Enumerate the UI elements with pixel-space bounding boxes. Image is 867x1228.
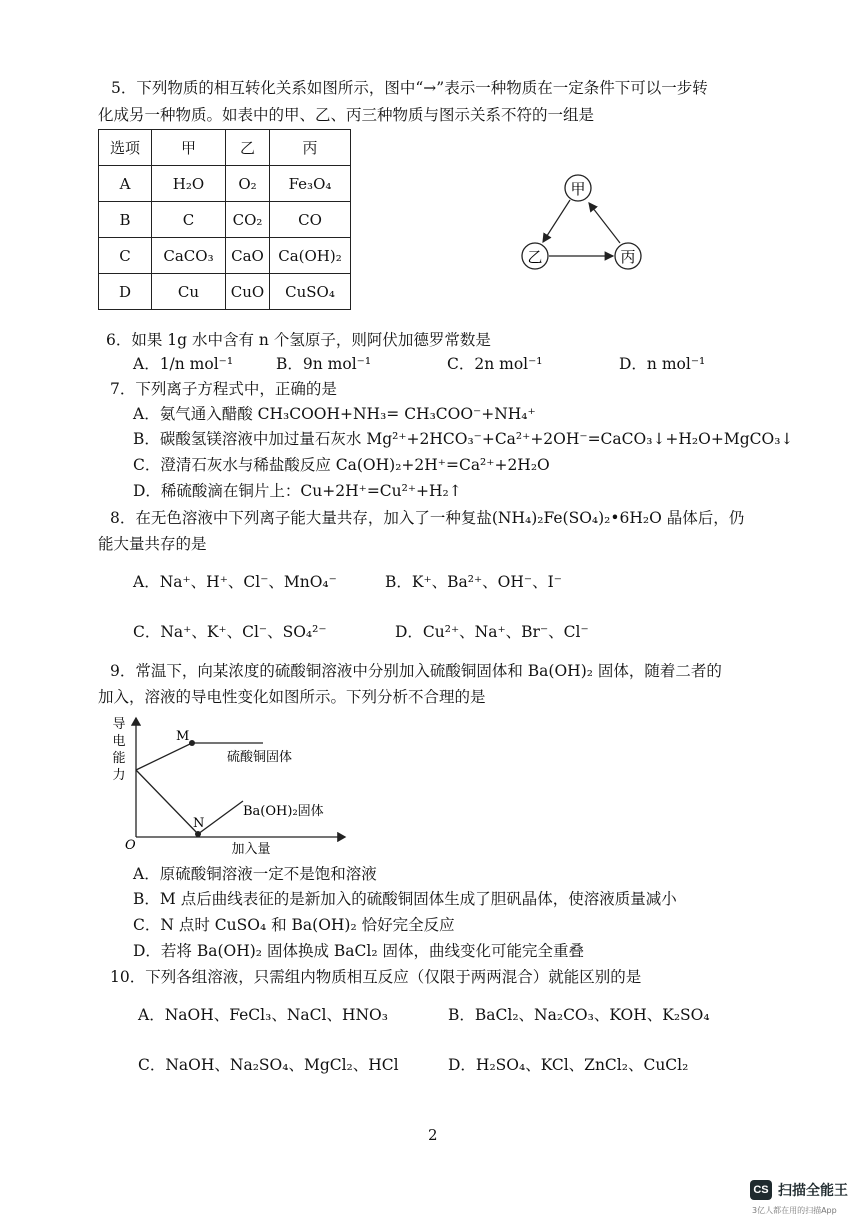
q9-conductivity-graph bbox=[105, 712, 355, 862]
q10-stem: 10．下列各组溶液，只需组内物质相互反应（仅限于两两混合）就能区别的是 bbox=[110, 968, 642, 986]
camscanner-tagline: 3亿人都在用的扫描App bbox=[752, 1206, 837, 1215]
q6-stem: 6．如果 1g 水中含有 n 个氢原子，则阿伏加德罗常数是 bbox=[106, 331, 491, 349]
point-m-label: M bbox=[176, 729, 190, 744]
table-row bbox=[99, 166, 351, 202]
q6-option-d: D．n mol⁻¹ bbox=[619, 355, 706, 373]
curve-barium-hydroxide-label: Ba(OH)₂固体 bbox=[243, 804, 324, 819]
y-axis-label-char: 电 bbox=[112, 734, 126, 749]
table-cell: A bbox=[99, 166, 152, 202]
page-number: 2 bbox=[428, 1126, 438, 1144]
table-cell: O₂ bbox=[226, 166, 270, 202]
table-cell: Fe₃O₄ bbox=[270, 166, 351, 202]
arrow-bing-to-jia bbox=[589, 203, 620, 243]
table-cell: CO₂ bbox=[226, 202, 270, 238]
point-m bbox=[189, 740, 195, 746]
q8-stem-line2: 能大量共存的是 bbox=[98, 535, 207, 553]
table-cell: C bbox=[99, 238, 152, 274]
y-axis-label-char: 导 bbox=[112, 717, 126, 732]
q9-option-a: A．原硫酸铜溶液一定不是饱和溶液 bbox=[133, 865, 377, 883]
q5-transformation-diagram bbox=[500, 170, 660, 280]
table-header-cell: 丙 bbox=[270, 130, 351, 166]
table-header-cell: 乙 bbox=[226, 130, 270, 166]
table-cell: CaCO₃ bbox=[152, 238, 226, 274]
table-row bbox=[99, 202, 351, 238]
y-axis-label-char: 能 bbox=[112, 751, 126, 766]
table-cell: CuO bbox=[226, 274, 270, 310]
q10-option-b: B．BaCl₂、Na₂CO₃、KOH、K₂SO₄ bbox=[448, 1006, 710, 1024]
q9-option-d: D．若将 Ba(OH)₂ 固体换成 BaCl₂ 固体，曲线变化可能完全重叠 bbox=[133, 942, 584, 960]
camscanner-logo-icon: CS bbox=[750, 1180, 772, 1200]
curve-barium-hydroxide bbox=[136, 770, 243, 834]
node-jia-label: 甲 bbox=[570, 180, 586, 198]
curve-copper-sulfate-label: 硫酸铜固体 bbox=[227, 750, 293, 765]
q10-option-a: A．NaOH、FeCl₃、NaCl、HNO₃ bbox=[138, 1006, 388, 1024]
table-row bbox=[99, 274, 351, 310]
table-cell: CuSO₄ bbox=[270, 274, 351, 310]
point-n bbox=[195, 831, 201, 837]
q6-option-a: A．1/n mol⁻¹ bbox=[133, 355, 234, 373]
table-cell: CaO bbox=[226, 238, 270, 274]
q8-option-c: C．Na⁺、K⁺、Cl⁻、SO₄²⁻ bbox=[133, 623, 327, 641]
q9-stem-line2: 加入，溶液的导电性变化如图所示。下列分析不合理的是 bbox=[98, 688, 486, 706]
q8-option-d: D．Cu²⁺、Na⁺、Br⁻、Cl⁻ bbox=[395, 623, 589, 641]
q5-stem-line1: 5．下列物质的相互转化关系如图所示，图中“→”表示一种物质在一定条件下可以一步转 bbox=[111, 79, 708, 97]
arrow-jia-to-yi bbox=[543, 200, 570, 242]
q7-option-a: A．氨气通入醋酸 CH₃COOH+NH₃= CH₃COO⁻+NH₄⁺ bbox=[133, 405, 536, 423]
table-header-cell: 选项 bbox=[99, 130, 152, 166]
table-header-cell: 甲 bbox=[152, 130, 226, 166]
q8-option-b: B．K⁺、Ba²⁺、OH⁻、I⁻ bbox=[385, 573, 562, 591]
q5-table bbox=[98, 129, 351, 310]
q7-option-b: B．碳酸氢镁溶液中加过量石灰水 Mg²⁺+2HCO₃⁻+Ca²⁺+2OH⁻=CaCO₃↓+H₂O+MgCO₃↓ bbox=[133, 430, 794, 448]
point-n-label: N bbox=[193, 816, 205, 831]
table-cell: Cu bbox=[152, 274, 226, 310]
q9-option-b: B．M 点后曲线表征的是新加入的硫酸铜固体生成了胆矾晶体，使溶液质量减小 bbox=[133, 890, 677, 908]
q8-stem-line1: 8．在无色溶液中下列离子能大量共存，加入了一种复盐(NH₄)₂Fe(SO₄)₂•6H₂O 晶体后，仍 bbox=[110, 509, 745, 527]
q6-option-c: C．2n mol⁻¹ bbox=[447, 355, 543, 373]
q9-option-c: C．N 点时 CuSO₄ 和 Ba(OH)₂ 恰好完全反应 bbox=[133, 916, 455, 934]
q7-option-c: C．澄清石灰水与稀盐酸反应 Ca(OH)₂+2H⁺=Ca²⁺+2H₂O bbox=[133, 456, 550, 474]
q10-option-c: C．NaOH、Na₂SO₄、MgCl₂、HCl bbox=[138, 1056, 399, 1074]
origin-label: O bbox=[125, 838, 136, 853]
table-cell: CO bbox=[270, 202, 351, 238]
q5-stem-line2: 化成另一种物质。如表中的甲、乙、丙三种物质与图示关系不符的一组是 bbox=[98, 106, 595, 124]
q9-stem-line1: 9．常温下，向某浓度的硫酸铜溶液中分别加入硫酸铜固体和 Ba(OH)₂ 固体，随着二者的 bbox=[110, 662, 722, 680]
node-yi-label: 乙 bbox=[527, 248, 543, 266]
table-cell: C bbox=[152, 202, 226, 238]
node-bing-label: 丙 bbox=[620, 248, 636, 266]
table-header-row bbox=[99, 130, 351, 166]
q7-option-d: D．稀硫酸滴在铜片上：Cu+2H⁺=Cu²⁺+H₂↑ bbox=[133, 482, 462, 500]
table-cell: B bbox=[99, 202, 152, 238]
q6-option-b: B．9n mol⁻¹ bbox=[276, 355, 372, 373]
table-cell: Ca(OH)₂ bbox=[270, 238, 351, 274]
q7-stem: 7．下列离子方程式中，正确的是 bbox=[110, 380, 337, 398]
y-axis-label-char: 力 bbox=[112, 768, 126, 783]
q10-option-d: D．H₂SO₄、KCl、ZnCl₂、CuCl₂ bbox=[448, 1056, 689, 1074]
q8-option-a: A．Na⁺、H⁺、Cl⁻、MnO₄⁻ bbox=[133, 573, 337, 591]
table-cell: H₂O bbox=[152, 166, 226, 202]
table-row bbox=[99, 238, 351, 274]
x-axis-label: 加入量 bbox=[231, 842, 271, 857]
camscanner-name: 扫描全能王 bbox=[778, 1183, 848, 1199]
table-cell: D bbox=[99, 274, 152, 310]
